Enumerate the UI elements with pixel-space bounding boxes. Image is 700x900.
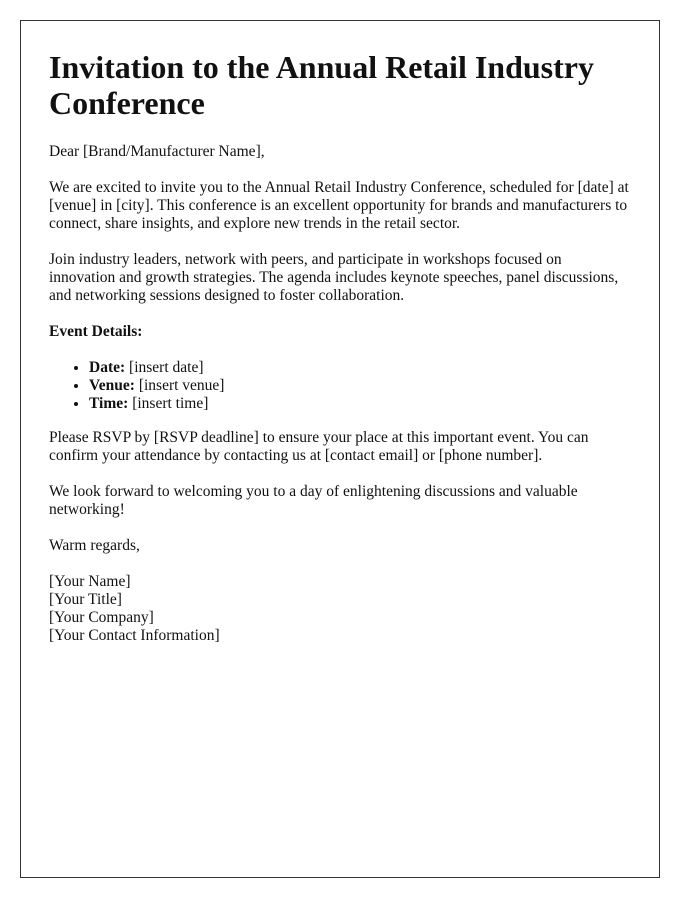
event-detail-venue bbox=[89, 377, 631, 395]
signature-name: [Your Name] bbox=[49, 573, 131, 590]
event-details-list bbox=[49, 359, 631, 413]
detail-value: [insert date] bbox=[129, 359, 204, 376]
event-details-heading: Event Details: bbox=[49, 323, 143, 340]
closing-paragraph: We look forward to welcoming you to a day of enlightening discussions and valuable networking! bbox=[49, 483, 578, 518]
event-detail-time bbox=[89, 395, 631, 413]
letter-title: Invitation to the Annual Retail Industry Conference bbox=[49, 49, 594, 121]
signature-company: [Your Company] bbox=[49, 609, 154, 626]
signature-contact: [Your Contact Information] bbox=[49, 627, 220, 644]
signature-title: [Your Title] bbox=[49, 591, 122, 608]
detail-value: [insert time] bbox=[132, 395, 209, 412]
detail-value: [insert venue] bbox=[138, 377, 225, 394]
signature-block bbox=[49, 573, 631, 645]
agenda-paragraph: Join industry leaders, network with peers, and participate in workshops focused on innovation and growth strategies. The agenda includes keynote speeches, panel discussions, and networking sessions designed to foster collaboration. bbox=[49, 251, 619, 304]
signoff: Warm regards, bbox=[49, 537, 140, 554]
intro-paragraph: We are excited to invite you to the Annual Retail Industry Conference, scheduled for [date] at [venue] in [city]. This conference is an excellent opportunity for brands and manufacturers to connect, share insights, and explore new trends in the retail sector. bbox=[49, 179, 629, 232]
letter-page bbox=[20, 20, 660, 878]
salutation: Dear [Brand/Manufacturer Name], bbox=[49, 143, 265, 160]
rsvp-paragraph: Please RSVP by [RSVP deadline] to ensure your place at this important event. You can confirm your attendance by contacting us at [contact email] or [phone number]. bbox=[49, 429, 589, 464]
detail-label: Date: bbox=[89, 359, 126, 376]
detail-label: Time: bbox=[89, 395, 129, 412]
event-detail-date bbox=[89, 359, 631, 377]
detail-label: Venue: bbox=[89, 377, 135, 394]
